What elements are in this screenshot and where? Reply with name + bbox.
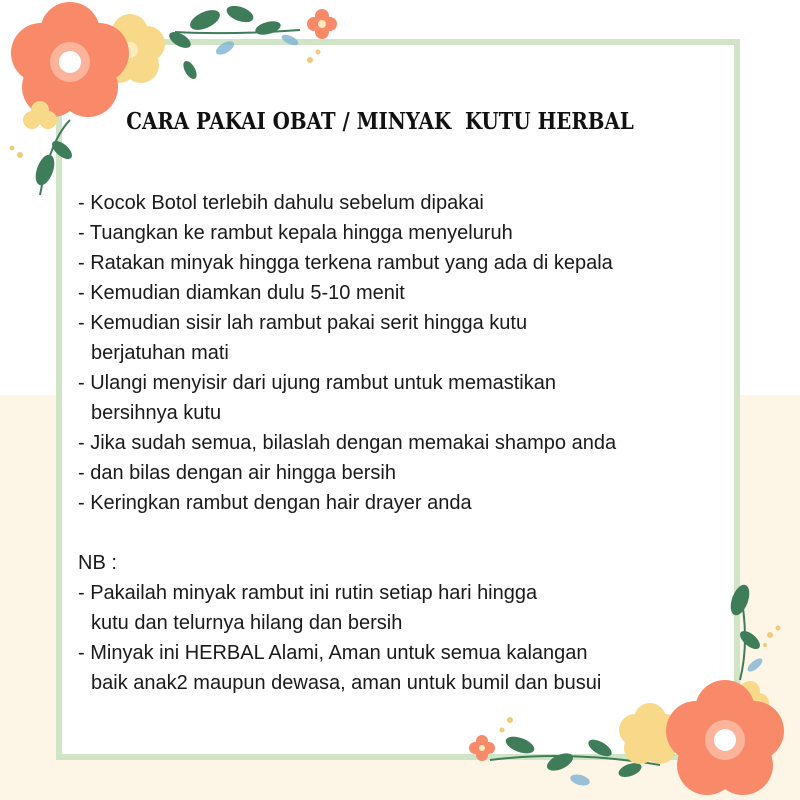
step-item: - Jika sudah semua, bilaslah dengan memakai shampo anda [78, 432, 617, 454]
note-item: - Minyak ini HERBAL Alami, Aman untuk semua kalangan [78, 642, 588, 664]
note-item-continuation: baik anak2 maupun dewasa, aman untuk bumil dan busui [91, 672, 602, 694]
document-title: CARA PAKAI OBAT / MINYAK KUTU HERBAL [126, 108, 634, 135]
step-item: - Keringkan rambut dengan hair drayer anda [78, 492, 472, 514]
notes-list [78, 578, 728, 698]
floral-decoration-top-left-icon [0, 0, 360, 210]
step-item: - Ratakan minyak hingga terkena rambut yang ada di kepala [78, 252, 613, 274]
note-item: - Pakailah minyak rambut ini rutin setiap hari hingga [78, 582, 538, 604]
section-gap [78, 518, 728, 548]
step-item: - Kemudian diamkan dulu 5-10 menit [78, 282, 405, 304]
step-item: - Tuangkan ke rambut kepala hingga menyeluruh [78, 222, 513, 244]
instructions-content [78, 188, 728, 698]
step-item-continuation: bersihnya kutu [91, 402, 222, 424]
step-item: - Kemudian sisir lah rambut pakai serit hingga kutu [78, 312, 528, 334]
notes-heading: NB : [78, 552, 117, 574]
step-item: - Kocok Botol terlebih dahulu sebelum dipakai [78, 192, 484, 214]
step-item-continuation: berjatuhan mati [91, 342, 229, 364]
step-item: - dan bilas dengan air hingga bersih [78, 462, 396, 484]
steps-list [78, 188, 728, 518]
step-item: - Ulangi menyisir dari ujung rambut untuk memastikan [78, 372, 556, 394]
note-item-continuation: kutu dan telurnya hilang dan bersih [91, 612, 403, 634]
